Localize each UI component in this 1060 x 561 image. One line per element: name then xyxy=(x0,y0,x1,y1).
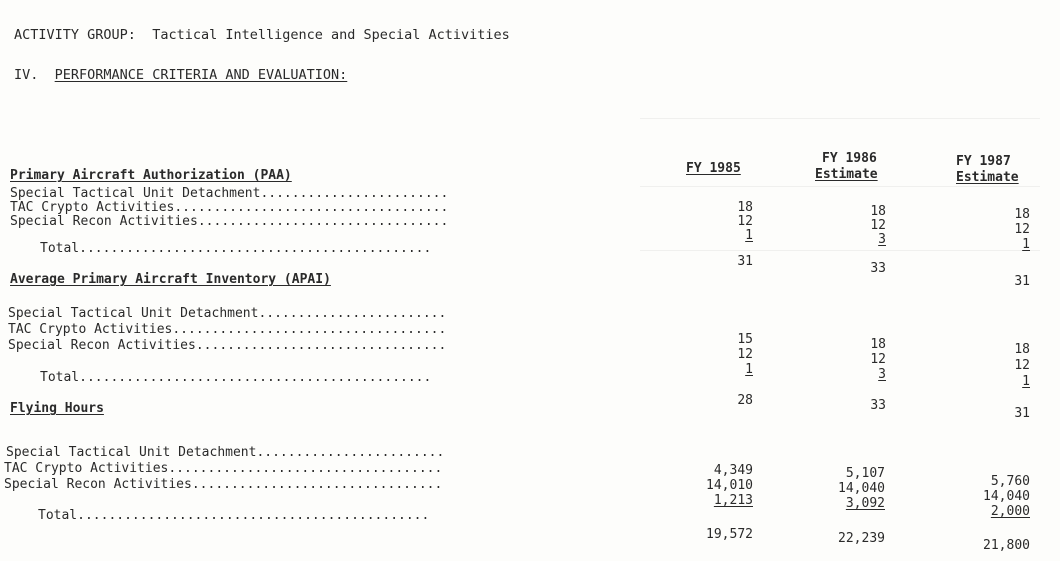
activity-group-value: Tactical Intelligence and Special Activities xyxy=(152,27,510,43)
value-cell: 3 xyxy=(878,232,886,247)
value-cell: 12 xyxy=(870,218,886,233)
value-cell: 12 xyxy=(1014,222,1030,237)
row-label: Special Tactical Unit Detachment........................ xyxy=(10,186,449,201)
total-cell: 31 xyxy=(737,254,753,269)
row-label: TAC Crypto Activities................................... xyxy=(4,461,443,476)
total-cell: 28 xyxy=(737,393,753,408)
column-header-fy1987-line1: FY 1987 xyxy=(956,154,1011,169)
row-label: Special Tactical Unit Detachment........................ xyxy=(8,306,447,321)
value-cell: 12 xyxy=(737,214,753,229)
row-label: TAC Crypto Activities................................... xyxy=(8,322,447,337)
total-cell: 22,239 xyxy=(838,531,885,546)
section-heading-paa: Primary Aircraft Authorization (PAA) xyxy=(10,168,292,183)
value-cell: 2,000 xyxy=(990,504,1030,519)
value-cell: 1,213 xyxy=(713,493,753,508)
value-cell: 1 xyxy=(1022,374,1030,389)
value-cell: 3 xyxy=(878,367,886,382)
section-heading-apai: Average Primary Aircraft Inventory (APAI) xyxy=(10,272,331,287)
value-cell: 1 xyxy=(1022,237,1030,252)
activity-group-label: ACTIVITY GROUP: xyxy=(14,27,136,43)
row-label: TAC Crypto Activities................................... xyxy=(10,200,449,215)
total-cell: 31 xyxy=(1014,406,1030,421)
section-title: PERFORMANCE CRITERIA AND EVALUATION: xyxy=(54,67,348,83)
value-cell: 12 xyxy=(1014,358,1030,373)
value-cell: 4,349 xyxy=(713,463,753,478)
value-cell: 5,107 xyxy=(845,466,885,481)
value-cell: 15 xyxy=(737,332,753,347)
total-cell: 31 xyxy=(1014,274,1030,289)
value-cell: 18 xyxy=(1014,342,1030,357)
value-cell: 14,040 xyxy=(838,481,885,496)
total-cell: 21,800 xyxy=(983,538,1030,553)
total-label: Total............................................. xyxy=(40,370,432,385)
row-label: Special Recon Activities................................ xyxy=(4,477,443,492)
column-header-fy1986-line2: Estimate xyxy=(815,167,878,182)
row-label: Special Recon Activities................................ xyxy=(10,214,449,229)
column-header-fy1987-line2: Estimate xyxy=(956,170,1019,185)
value-cell: 18 xyxy=(870,337,886,352)
value-cell: 18 xyxy=(870,204,886,219)
row-label: Special Tactical Unit Detachment........................ xyxy=(6,445,445,460)
bleed-through-line xyxy=(640,118,1040,119)
bleed-through-line xyxy=(640,186,1040,187)
value-cell: 18 xyxy=(737,200,753,215)
total-cell: 19,572 xyxy=(706,527,753,542)
value-cell: 12 xyxy=(870,352,886,367)
value-cell: 14,010 xyxy=(706,478,753,493)
value-cell: 18 xyxy=(1014,207,1030,222)
column-header-fy1986-line1: FY 1986 xyxy=(822,151,877,166)
activity-group-line xyxy=(14,27,510,43)
value-cell: 3,092 xyxy=(845,496,885,511)
total-label: Total............................................. xyxy=(38,508,430,523)
total-cell: 33 xyxy=(870,261,886,276)
value-cell: 14,040 xyxy=(983,489,1030,504)
value-cell: 1 xyxy=(745,228,753,243)
total-cell: 33 xyxy=(870,398,886,413)
value-cell: 5,760 xyxy=(990,474,1030,489)
value-cell: 12 xyxy=(737,347,753,362)
section-heading xyxy=(14,67,347,83)
section-number: IV. xyxy=(14,67,39,83)
section-heading-flying-hours: Flying Hours xyxy=(10,401,104,416)
total-label: Total............................................. xyxy=(40,241,432,256)
value-cell: 1 xyxy=(745,362,753,377)
row-label: Special Recon Activities................................ xyxy=(8,338,447,353)
column-header-fy1985: FY 1985 xyxy=(686,161,741,176)
